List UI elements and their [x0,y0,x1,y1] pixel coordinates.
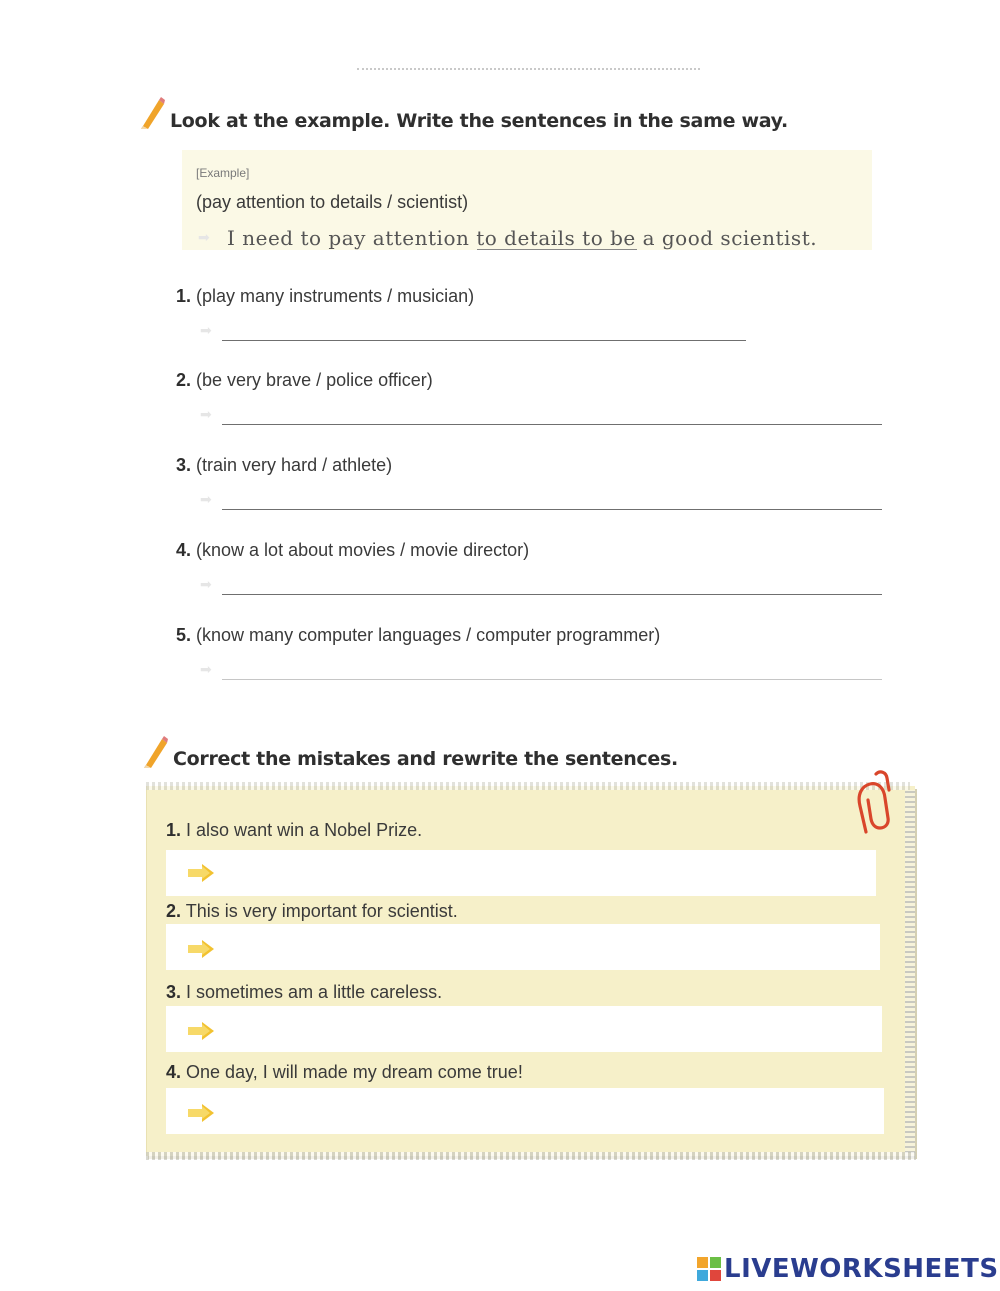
arrow-icon [188,1104,214,1122]
example-prompt: (pay attention to details / scientist) [196,192,469,212]
answer-input-4[interactable] [222,572,882,595]
mistake-sentence [166,820,422,841]
item-number: 3. [176,455,192,475]
rewrite-input-3[interactable] [166,1006,882,1052]
item-number: 4. [176,540,192,560]
item-text: (know many computer languages / computer programmer) [196,625,661,645]
item-prompt [176,540,529,561]
answer-input-1[interactable] [222,318,746,341]
arrow-icon [188,1022,214,1040]
paperclip-icon [852,766,892,838]
item-text: (be very brave / police officer) [196,370,433,390]
item-number: 1. [166,820,182,840]
arrow-icon [188,940,214,958]
panel-edge-right [905,790,915,1158]
item-text: I sometimes am a little careless. [186,982,443,1002]
item-text: One day, I will made my dream come true! [186,1062,523,1082]
example-underline [477,249,637,250]
example-tag: [Example] [196,166,250,180]
answer-input-2[interactable] [222,402,882,425]
item-number: 3. [166,982,182,1002]
section1-heading: Look at the example. Write the sentences in the same way. [170,110,788,132]
mistake-sentence [166,982,442,1003]
panel-edge-top [146,782,910,790]
arrow-icon: ➡ [200,661,212,677]
example-answer: I need to pay attention to details to be a good scientist. [227,226,818,250]
section2-heading: Correct the mistakes and rewrite the sentences. [173,748,678,770]
item-number: 1. [176,286,192,306]
item-text: (train very hard / athlete) [196,455,393,475]
arrow-icon: ➡ [200,576,212,592]
item-text: This is very important for scientist. [185,901,458,921]
item-number: 2. [176,370,192,390]
rewrite-input-2[interactable] [166,924,880,970]
item-text: I also want win a Nobel Prize. [186,820,423,840]
rewrite-input-1[interactable] [166,850,876,896]
arrow-icon: ➡ [200,491,212,507]
brand-wordmark: LIVEWORKSHEETS [724,1254,999,1284]
item-number: 5. [176,625,192,645]
mistake-sentence [166,1062,523,1083]
arrow-icon: ➡ [198,229,210,245]
item-text: (play many instruments / musician) [196,286,475,306]
item-number: 4. [166,1062,182,1082]
rewrite-input-4[interactable] [166,1088,884,1134]
panel-edge-bottom [146,1152,916,1160]
answer-input-3[interactable] [222,487,882,510]
arrow-icon: ➡ [200,322,212,338]
top-divider [357,68,700,70]
answer-input-5[interactable] [222,657,882,680]
item-prompt [176,455,392,476]
item-prompt [176,370,433,391]
item-text: (know a lot about movies / movie director) [196,540,530,560]
arrow-icon: ➡ [200,406,212,422]
pencil-icon [137,96,165,130]
arrow-icon [188,864,214,882]
item-prompt [176,286,474,307]
liveworksheets-logo-icon [697,1257,721,1281]
pencil-icon [140,735,168,769]
mistake-sentence [166,901,458,922]
item-number: 2. [166,901,182,921]
item-prompt [176,625,660,646]
